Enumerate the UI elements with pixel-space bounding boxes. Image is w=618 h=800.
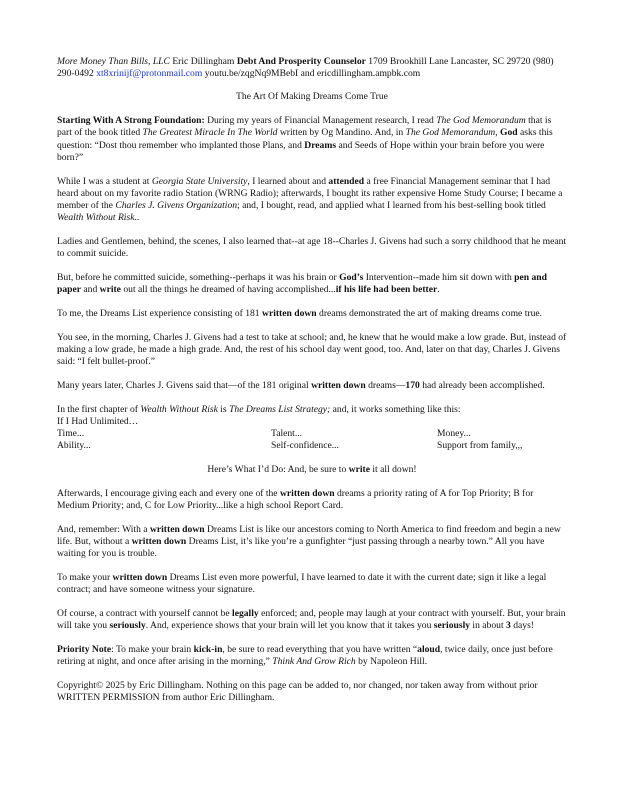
emphasis: aloud bbox=[417, 644, 441, 656]
book-title: The God Memorandum bbox=[405, 127, 496, 139]
paragraph-priority-rating bbox=[57, 488, 567, 512]
text: Dreams List is like our ancestors coming to North America to find freedom and begin a new life. But, without a bbox=[57, 524, 561, 548]
emphasis: write bbox=[348, 464, 370, 476]
university-name: Georgia State University bbox=[151, 175, 248, 187]
text: in about bbox=[470, 620, 507, 632]
text: and Seeds of Hope within your brain before you were born?” bbox=[57, 139, 545, 163]
paragraph-seminar bbox=[57, 176, 567, 225]
text: dreams— bbox=[365, 380, 406, 392]
emphasis: written down bbox=[131, 536, 187, 548]
emphasis: written down bbox=[311, 380, 366, 392]
text: is bbox=[217, 403, 230, 415]
text: enforced; and, people may laugh at your contract with yourself. But, your brain will take you bbox=[57, 608, 566, 632]
text: that is part of the book titled bbox=[57, 115, 552, 139]
paragraph-pen-and-paper bbox=[57, 272, 567, 296]
emphasis: attended bbox=[328, 175, 365, 187]
paragraph-seriously bbox=[57, 608, 567, 632]
emphasis: seriously bbox=[109, 620, 146, 632]
strategy-title: The Dreams List Strategy; bbox=[229, 403, 331, 415]
text: Afterwards, I encourage giving each and every one of the bbox=[57, 488, 280, 500]
text: Many years later, Charles J. Givens said that—of the 181 original bbox=[57, 380, 312, 392]
lead-heading: Priority Note bbox=[57, 644, 112, 656]
text: dreams demonstrated the art of making dreams come true. bbox=[316, 308, 543, 320]
text: dreams a priority rating of A for Top Priority; B for Medium Priority; and, C for Low Priority...like a high school Report Card. bbox=[57, 488, 534, 512]
text: In the first chapter of bbox=[57, 403, 141, 415]
document-page bbox=[57, 56, 567, 716]
text: had already been accomplished. bbox=[419, 380, 545, 392]
emphasis: write bbox=[99, 284, 121, 296]
text: days! bbox=[510, 620, 534, 632]
emphasis: God bbox=[500, 127, 518, 139]
text: , twice daily, once just before retiring at night, and once after arising in the morning,” bbox=[57, 644, 553, 668]
paragraph-childhood: Ladies and Gentlemen, behind, the scenes, I also learned that--at age 18--Charles J. Givens had such a sorry childhood that he meant to commit suicide. bbox=[57, 236, 567, 260]
text: To make your bbox=[57, 572, 113, 584]
paragraph-accomplished bbox=[57, 380, 567, 392]
text: out all the things he dreamed of having accomplished... bbox=[120, 284, 336, 296]
paragraph-contract bbox=[57, 572, 567, 596]
text: asks this question: “Dost thou remember who implanted those Plans, and bbox=[57, 127, 553, 151]
letterhead bbox=[57, 56, 567, 80]
grid-cell: Talent... bbox=[271, 428, 303, 440]
text: ; and, I bought, read, and applied what I learned from his best-selling book titled bbox=[237, 200, 546, 212]
paragraph-dreams-list bbox=[57, 308, 567, 320]
text: and bbox=[80, 284, 100, 296]
book-title: Wealth Without Risk bbox=[57, 212, 135, 224]
author-role: Debt And Prosperity Counselor bbox=[236, 56, 366, 67]
author-name: Eric Dillingham bbox=[172, 56, 235, 67]
book-title: Wealth Without Risk bbox=[140, 403, 218, 415]
company-name: More Money Than Bills, LLC bbox=[57, 56, 170, 67]
emphasis: kick-in bbox=[193, 644, 223, 656]
book-title: The Greatest Miracle In The World bbox=[142, 127, 278, 139]
emphasis: 3 bbox=[506, 620, 511, 632]
text: Here’s What I’d Do: And, be sure to bbox=[207, 464, 349, 476]
text: Of course, a contract with yourself cannot be bbox=[57, 608, 233, 620]
grid-cell: Self-confidence... bbox=[271, 440, 339, 452]
copyright-notice: Copyright© 2025 by Eric Dillingham. Nothing on this page can be added to, nor changed, nor taken away from without prior WRITTEN PERMISSION from author Eric Dillingham. bbox=[57, 680, 538, 704]
grid-cell: Money... bbox=[437, 428, 471, 440]
author-address: 1709 Brookhill Lane Lancaster, SC 29720 (980) 290-0492 bbox=[57, 56, 554, 80]
emphasis: God’s bbox=[339, 272, 364, 284]
emphasis: if his life had been better bbox=[335, 284, 438, 296]
emphasis: Dreams bbox=[304, 139, 337, 151]
dreams-grid bbox=[57, 428, 567, 452]
grid-cell: Support from family,,, bbox=[437, 440, 523, 452]
text: by Napoleon Hill. bbox=[355, 656, 428, 668]
text: written by Og Mandino. And, in bbox=[277, 127, 406, 139]
text: Dreams List, it’s like you’re a gunfighter “just passing through a nearby town.” All you have waiting for you is trouble. bbox=[57, 536, 545, 560]
emphasis: seriously bbox=[433, 620, 471, 632]
text: : To make your brain bbox=[111, 644, 194, 656]
emphasis: written down bbox=[262, 308, 317, 320]
grid-cell: Time... bbox=[57, 428, 85, 440]
text: During my years of Financial Management research, I read bbox=[204, 115, 437, 127]
text: While I was a student at bbox=[57, 175, 152, 187]
emphasis: written down bbox=[112, 572, 168, 584]
text: Dreams List even more powerful, I have learned to date it with the current date; sign it like a legal contract; and have someone witness your signature. bbox=[57, 572, 547, 596]
emphasis: written down bbox=[149, 524, 205, 536]
text: it all down! bbox=[369, 464, 417, 476]
emphasis: legally bbox=[232, 608, 259, 620]
heres-what-line bbox=[57, 464, 567, 476]
paragraph-remember bbox=[57, 524, 567, 561]
email-link[interactable]: xt8xrinijf@protonmail.com bbox=[96, 68, 203, 80]
text: . bbox=[437, 284, 440, 296]
text: .. bbox=[134, 212, 140, 224]
page-title: The Art Of Making Dreams Come True bbox=[236, 91, 388, 103]
emphasis: written down bbox=[279, 488, 335, 500]
text: Intervention--made him sit down with bbox=[363, 272, 515, 284]
text: But, before he committed suicide, something--perhaps it was his brain or bbox=[57, 272, 340, 284]
grid-row bbox=[57, 428, 567, 440]
book-title: The God Memorandum bbox=[436, 115, 526, 127]
emphasis: pen and paper bbox=[57, 272, 547, 296]
grid-cell: Ability... bbox=[57, 440, 91, 452]
paragraph-foundation bbox=[57, 115, 567, 164]
text: , bbox=[495, 127, 498, 139]
organization-name: Charles J. Givens Organization bbox=[115, 200, 238, 212]
paragraph-priority-note bbox=[57, 644, 567, 668]
paragraph-test: You see, in the morning, Charles J. Givens had a test to take at school; and, he knew that he would make a low grade. But, instead of making a low grade, he made a high grade. And, the rest of his school day went good, too. And, later on that day, Charles J. Givens said: “I felt bullet-proof.” bbox=[57, 331, 567, 368]
text: And, remember: With a bbox=[57, 524, 150, 536]
text: a free Financial Management seminar that I had heard about on my favorite radio Station (WRNG Radio); afterwards, I bought its rather expensive Home Study Course; I became a member of the bbox=[57, 175, 563, 212]
emphasis: 170 bbox=[405, 380, 420, 392]
unlimited-line: If I Had Unlimited… bbox=[57, 416, 139, 428]
text: , be sure to read everything that you have written “ bbox=[222, 644, 418, 656]
text: and, it works something like this: bbox=[330, 403, 461, 415]
book-title: Think And Grow Rich bbox=[272, 656, 356, 668]
web-links: youtu.be/zqgNq9MBebI and ericdillingham.ampbk.com bbox=[204, 68, 421, 80]
text: To me, the Dreams List experience consisting of 181 bbox=[57, 308, 263, 320]
lead-heading: Starting With A Strong Foundation: bbox=[57, 115, 205, 127]
grid-row bbox=[57, 440, 567, 452]
paragraph-strategy bbox=[57, 404, 567, 428]
text: . And, experience shows that your brain will let you know that it takes you bbox=[145, 620, 434, 632]
text: , I learned about and bbox=[247, 175, 329, 187]
